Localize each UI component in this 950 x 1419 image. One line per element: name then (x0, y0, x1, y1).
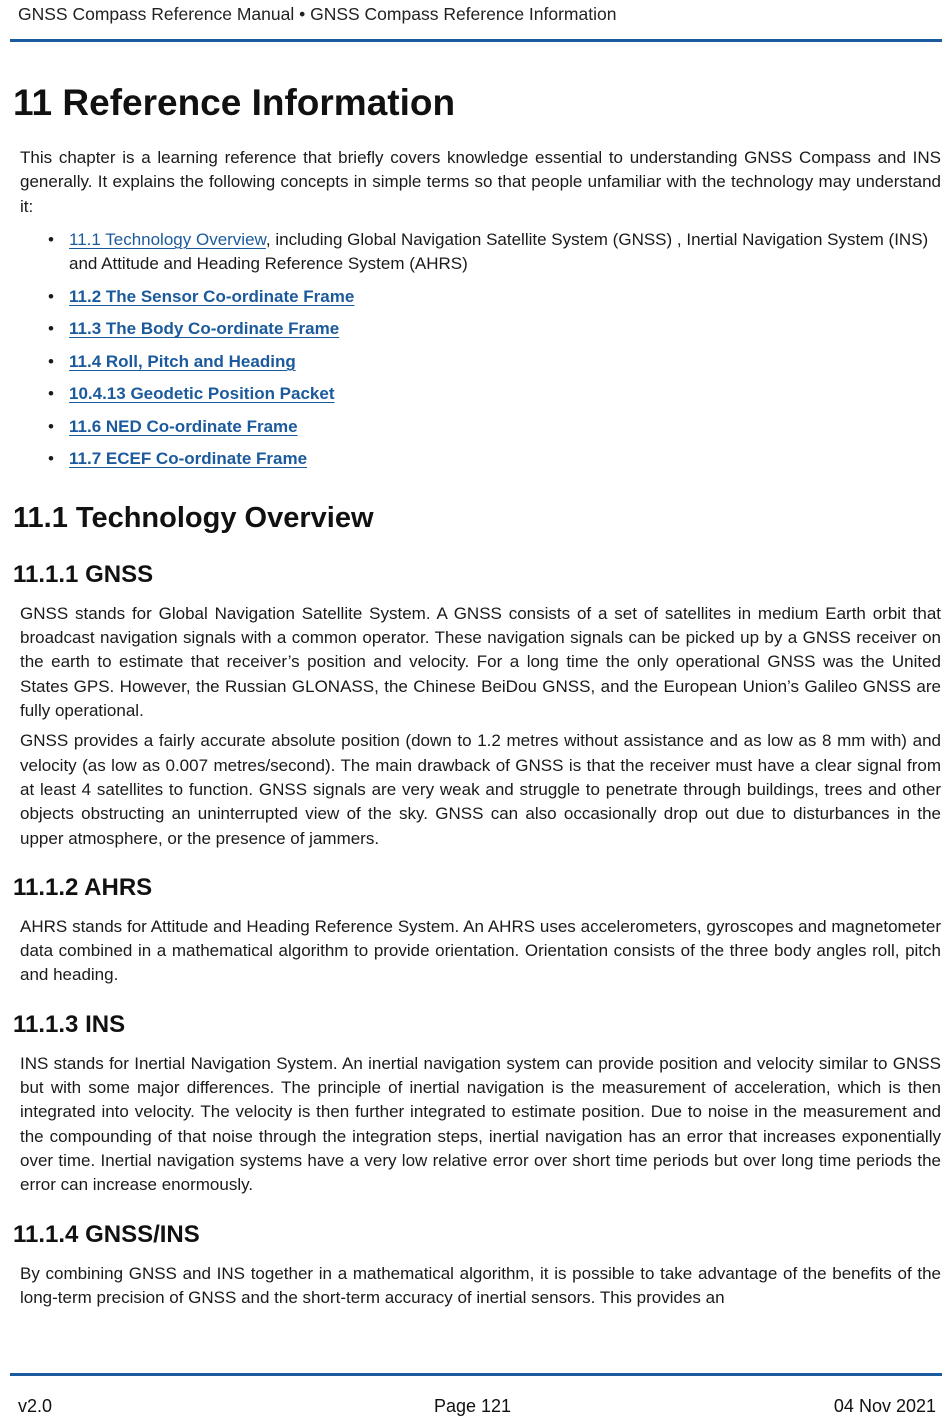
bullet-icon: • (48, 351, 54, 371)
footer-date: 04 Nov 2021 (833, 1396, 936, 1416)
list-item (20, 447, 941, 472)
page-content (13, 78, 941, 1310)
subsection-title-gnss-ins: 11.1.4 GNSS/INS (13, 1220, 200, 1248)
gnss-paragraph-1: GNSS stands for Global Navigation Satellite System. A GNSS consists of a set of satellites in medium Earth orbit that broadcast navigation signals with a common operator. These navigation signals can be picked up by a GNSS receiver on the earth to estimate that receiver’s position and velocity. For a long time the only operational GNSS was the United States GPS. However, the Russian GLONASS, the Chinese BeiDou GNSS, and the European Union’s Galileo GNSS are fully operational. (20, 603, 941, 721)
ahrs-paragraph: AHRS stands for Attitude and Heading Reference System. An AHRS uses accelerometers, gyroscopes and magnetometer data combined in a mathematical algorithm to provide orientation. Orientation consists of the three body angles roll, pitch and heading. (20, 916, 941, 985)
list-item (20, 350, 941, 375)
gnss-ins-paragraph: By combining GNSS and INS together in a mathematical algorithm, it is possible to take advantage of the benefits of the long-term precision of GNSS and the short-term accuracy of inertial sensors. This provides an (20, 1263, 941, 1307)
gnss-paragraph-2: GNSS provides a fairly accurate absolute position (down to 1.2 metres without assistance and as low as 8 mm with) and velocity (as low as 0.007 metres/second). The main drawback of GNSS is that the receiver must have a clear signal from at least 4 satellites to function. GNSS signals are very weak and struggle to penetrate through buildings, trees and other objects obstructing an uninterrupted view of the sky. GNSS can also occasionally drop out due to disturbances in the upper atmosphere, or the presence of jammers. (20, 731, 941, 848)
footer-divider (10, 1373, 942, 1376)
subsection-title-ahrs: 11.1.2 AHRS (13, 873, 153, 901)
page-header: GNSS Compass Reference Manual • GNSS Compass Reference Information (18, 4, 617, 24)
section-title: 11.1 Technology Overview (13, 501, 374, 534)
link-technology-overview[interactable]: 11.1 Technology Overview (69, 229, 266, 249)
subsection-title-ins: 11.1.3 INS (13, 1010, 126, 1038)
bullet-icon: • (48, 384, 54, 404)
list-item (20, 285, 941, 310)
link-geodetic-position-packet[interactable]: 10.4.13 Geodetic Position Packet (69, 384, 335, 404)
header-divider (10, 39, 942, 42)
footer-version: v2.0 (18, 1396, 53, 1416)
link-body-coordinate-frame[interactable]: 11.3 The Body Co-ordinate Frame (69, 319, 340, 339)
ins-paragraph: INS stands for Inertial Navigation System. An inertial navigation system can provide position and velocity similar to GNSS but with some major differences. The principle of inertial navigation is the measurement of acceleration, which is then integrated into velocity. The velocity is then further integrated to estimate position. Due to noise in the measurement and the compounding of that noise through the integration steps, inertial navigation has an error that increases exponentially over time. Inertial navigation systems have a very low relative error over short time periods but over long time periods the error can increase enormously. (20, 1053, 941, 1195)
list-item (20, 415, 941, 440)
link-roll-pitch-heading[interactable]: 11.4 Roll, Pitch and Heading (69, 351, 296, 371)
list-item-suffix: , including Global Navigation Satellite System (GNSS) , Inertial Navigation System (INS) and Attitude and Heading Reference System (AHRS) (69, 229, 929, 274)
bullet-icon: • (48, 416, 54, 436)
list-item (20, 317, 941, 342)
chapter-intro: This chapter is a learning reference that briefly covers knowledge essential to understanding GNSS Compass and INS generally. It explains the following concepts in simple terms so that people unfamiliar with the technology may understand it: (20, 148, 941, 216)
link-sensor-coordinate-frame[interactable]: 11.2 The Sensor Co-ordinate Frame (69, 286, 355, 306)
chapter-topic-list (20, 228, 941, 472)
link-ned-coordinate-frame[interactable]: 11.6 NED Co-ordinate Frame (69, 416, 298, 436)
bullet-icon: • (48, 286, 54, 306)
bullet-icon: • (48, 319, 54, 339)
footer-page-number: Page 121 (434, 1396, 512, 1416)
link-ecef-coordinate-frame[interactable]: 11.7 ECEF Co-ordinate Frame (69, 449, 308, 469)
bullet-icon: • (48, 449, 54, 469)
list-item (20, 382, 941, 407)
chapter-title: 11 Reference Information (13, 82, 456, 123)
list-item (20, 228, 941, 277)
bullet-icon: • (48, 229, 54, 249)
subsection-title-gnss: 11.1.1 GNSS (13, 560, 154, 588)
